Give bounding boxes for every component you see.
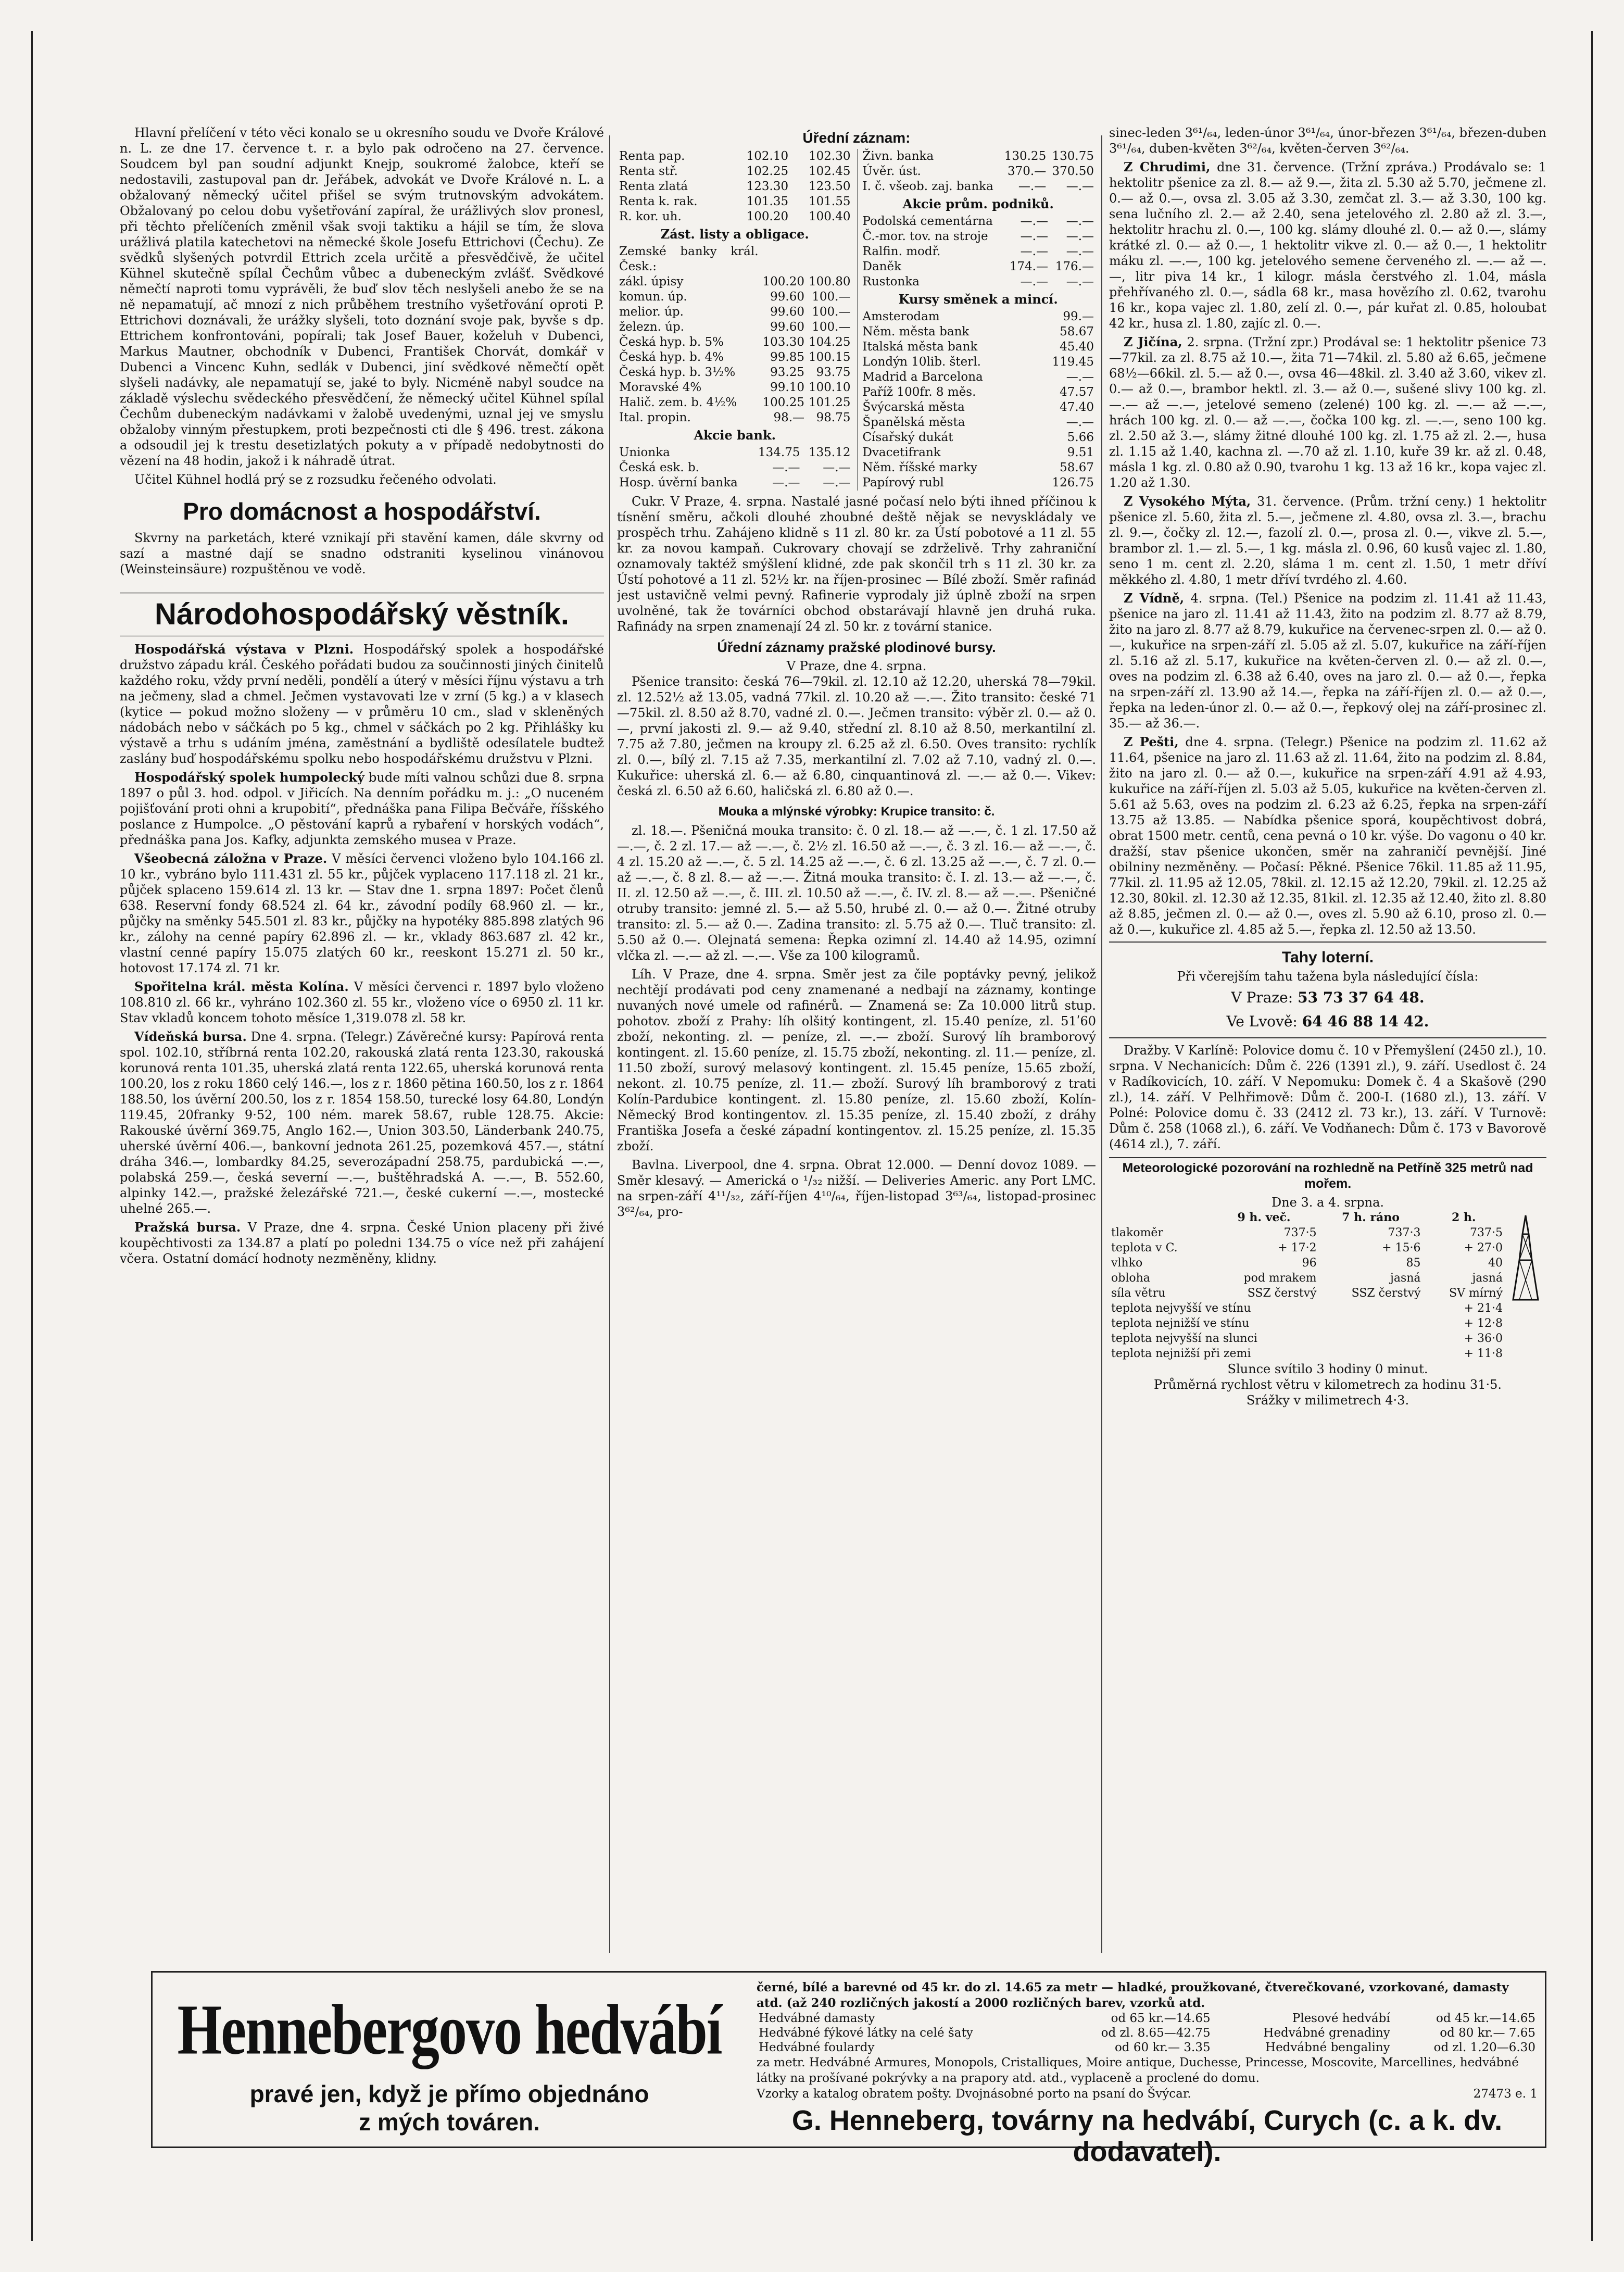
table-cell: od zl. 8.65—42.75 xyxy=(1101,2026,1211,2040)
table-cell: Česká esk. b. xyxy=(619,461,699,474)
table-cell: 100.15 xyxy=(809,350,851,364)
table-row xyxy=(617,445,853,460)
table-header-cell xyxy=(1109,1210,1209,1225)
table-section-heading: Akcie bank. xyxy=(694,428,776,443)
table-cell xyxy=(1028,340,1034,355)
table-cell: Císařský dukát xyxy=(862,431,953,444)
table-row xyxy=(861,340,1097,355)
table-row xyxy=(861,445,1097,460)
table-cell: —.— xyxy=(1020,275,1048,288)
table-cell: Papírový rubl xyxy=(862,476,944,489)
table-row xyxy=(617,290,853,305)
econ-item-title: Všeobecná záložna v Praze. xyxy=(134,851,328,866)
table-cell: Halič. zem. b. 4½% xyxy=(619,396,737,409)
table-row xyxy=(861,400,1097,415)
table-cell: Něm. říšské marky xyxy=(862,461,977,474)
ad-footer: G. Henneberg, továrny na hedvábí, Curych (c. a k. dv. dodavatel). xyxy=(791,2105,1503,2167)
table-header-cell: 9 h. več. xyxy=(1237,1211,1291,1224)
table-cell: + 17·2 xyxy=(1278,1241,1317,1254)
ad-fabrics: za metr. Hedvábné Armures, Monopols, Cristalliques, Moire antique, Duchesse, Princesse, Moscovite, Marcellines, hedvábné látky na prošívané pokrývky a na prapory atd. atd., vyplaceně a proclené do domu. xyxy=(757,2056,1519,2085)
market-report: Z Vysokého Mýta, 31. července. (Prům. tržní ceny.) 1 hektolitr pšenice zl. 5.60, žita zl. 5.—, ječmene zl. 4.80, ovsa zl. 3.—, brachu zl. 9.—, čočky zl. 12.—, fazolí zl. 0.—, prosa zl. 0.—, vikve zl. 5.—, brambor zl. 1.— zl. 5.—, 1 kg. másla zl. 0.96, 60 kusů vajec zl. 1.80, seno 1 m. cent zl. 2.20, sláma 1 m. cent zl. 1.50, 1 metr dříví měkkého zl. 4.80, 1 metr dříví tvrdého zl. 4.60. xyxy=(1109,494,1546,587)
ad-samples-row xyxy=(757,2086,1538,2102)
table-row xyxy=(617,274,853,290)
table-row xyxy=(861,214,1097,229)
table-cell: od zl. 1.20—6.30 xyxy=(1433,2041,1535,2054)
table-cell: od 65 kr.—14.65 xyxy=(1111,2012,1211,2025)
table-cell: 93.25 xyxy=(770,366,805,379)
econ-item: Všeobecná záložna v Praze. V měsíci červenci vloženo bylo 104.166 zl. 10 kr., vybráno bylo 111.431 zl. 55 kr., půjček vyplaceno 117.118 zl. 21 kr., půjček splaceno 159.614 zl. 13 kr. — Stav dne 1. srpna 1897: Počet členů 638. Reservní fondy 68.524 zl. 64 kr., závodní podíly 68.960 zl. — kr., půjčky na směnky 545.501 zl. 83 kr., půjčky na hypotéky 885.898 zlatých 96 kr., zálohy na cenné papíry 62.896 zl. — kr., vklady 863.687 zl. 42 kr., vlastní cenné papíry 15.075 zlatých 60 kr., reeskont 15.271 zl. 50 kr., hotovost 17.174 zl. 71 kr. xyxy=(120,851,604,975)
table-cell: 135.12 xyxy=(809,446,851,459)
table-row xyxy=(1109,1286,1505,1301)
table-cell: Hosp. úvěrní banka xyxy=(619,476,738,489)
table-cell: melior. úp. xyxy=(619,305,684,319)
table-row xyxy=(617,380,853,395)
ad-intro: černé, bílé a barevné od 45 kr. do zl. 14.65 za metr — hladké, proužkované, čtverečkované, vzorkované, damasty atd. (až 240 rozličných jakostí a 2000 rozličných barev, vzorků atd. xyxy=(757,1980,1509,2010)
trial-report: Hlavní přelíčení v této věci konalo se u okresního soudu ve Dvoře Králové n. L. ze dne 17. července t. r. a bylo pak odročeno na 27. července. Soudcem byl pan soudní adjunkt Knejp, soukromé žalobce, kteří se nedostavili, zastupoval pan dr. Jeřábek, advokát ve Dvoře Králové n. L. a obžalovaný německý učitel přišel se svým trutnovským advokátem. Obžalovaný po celou dobu vyšetřování zapíral, že urážlivých slov pronesl, při těchto přelíčeních změnil však svoji taktiku a hájil se tím, že slova urážlivá platila katechetovi na německé škole Josefu Ettrichovi (Čechu). Ze svědků slyšených potvrdil Ettrich zcela určitě a přesvědčivě, že učitel Kühnel skutečně spílal Čechům vůbec a dubeneckým zvlášť. Svědkové němečtí naproti tomu vyprávěli, že buď slov těch neslyšeli anebo že se na ně nepamatují, ač mnozí z nich průběhem trestního vyšetřování oproti P. Ettrichovi doznávali, že urážky slyšeli, toto doznání svoje pak, byvše s dp. Ettrichem konfrontováni, popírali; tak Josef Bauer, koželuh v Dubenci, Markus Mautner, obchodník v Dubenci, František Chorvát, domkář v Dubenci a Vincenc Kuhn, sedlák v Dubenci, jiní svědkové němečtí opět slyšeli nadávky, ale nepamatují se, jaké to byly. Nicméně nabyl soudce na základě výslechu svědeckého přesvědčení, že německý učitel Kühnel spílal Čechům dubeneckým nadávkami v žalobě uvedenými, uznal jej ve smyslu obžaloby vinným přestupkem, proti bezpečnosti cti dle § 496. trest. zákona a odsoudil jej k trestu desetizlatých pokuty a v případě nedobytnosti do vězení na 48 hodin, jakož i k náhradě útrat. xyxy=(120,125,604,468)
table-cell: 96 xyxy=(1302,1257,1317,1270)
table-cell: Londýn 10lib. šterl. xyxy=(862,355,981,369)
table-cell: R. kor. uh. xyxy=(619,210,682,223)
ad-tagline: pravé jen, když je přímo objednáno xyxy=(249,2080,649,2107)
table-row xyxy=(1109,1256,1505,1271)
table-cell: 99.60 xyxy=(770,305,805,319)
table-cell: 93.75 xyxy=(816,366,851,379)
home-tip: Skvrny na parketách, které vznikají při stavění kamen, dále skvrny od sazí a mastné dají se snadno odstraniti kyselinou vinánovou (Weinsteinsäure) rozpuštěnou ve vodě. xyxy=(120,531,604,576)
table-cell: Něm. města bank xyxy=(862,325,970,338)
table-cell: 126.75 xyxy=(1052,476,1094,489)
table-row xyxy=(1109,1301,1505,1316)
table-row xyxy=(617,395,853,410)
table-cell: jasná xyxy=(1390,1272,1421,1285)
table-cell: 5.66 xyxy=(1067,431,1094,444)
ad-brand: Hennebergovo hedvábí xyxy=(177,1990,722,2069)
table-cell: obloha xyxy=(1111,1272,1150,1285)
table-cell: síla větru xyxy=(1111,1287,1166,1300)
table-row xyxy=(861,460,1097,475)
ad-details xyxy=(757,1980,1538,2167)
table-cell: —.— xyxy=(823,476,851,489)
flour-body: zl. 18.—. Pšeničná mouka transito: č. 0 zl. 18.— až —.—, č. 1 zl. 17.50 až —.—, č. 2 zl. 17.— až —.—, č. 2½ zl. 16.50 až —.—, č. 3 zl. 16.— až —.—, č. 4 zl. 15.20 až —.—, č. 5 zl. 14.25 až —.—, č. 6 zl. 13.25 až —.—, č. 7 zl. 0.— až —.—, č. 8 zl. 8.— až —.—. Žitná mouka transito: č. I. zl. 13.— až —.—, č. II. zl. 12.50 až —.—, č. III. zl. 10.50 až —.—, č. IV. zl. 8.— až —.—. Pšeničné otruby transito: jemné zl. 5.— až 5.50, hrubé zl. 0.— až 0.—. Žitné otruby transito: zl. 5.— až 0.—. Zadina transito: zl. 5.75 až 0.—. Tluč transito: zl. 5.50 až 0.—. Olejnatá semena: Řepka ozimní zl. 14.40 až 14.95, ozimní vlčka zl. —.— až zl. —.—. Vše za 100 kilogramů. xyxy=(617,823,1096,963)
table-cell: Renta k. rak. xyxy=(619,195,698,208)
table-cell: —.— xyxy=(1066,215,1094,228)
table-cell: 123.30 xyxy=(746,180,789,193)
table-cell xyxy=(1028,430,1034,445)
cotton-report: Bavlna. Liverpool, dne 4. srpna. Obrat 12.000. — Denní dovoz 1089. — Směr klesavý. — Americká o ¹/₃₂ nižší. — Deliveries Americ. any Port LMC. na srpen-září 4¹¹/₃₂, září-říjen 4¹⁰/₆₄, říjen-listopad 3⁶³/₆₄, listopad-prosinec 3⁶²/₆₄, pro- xyxy=(617,1158,1096,1219)
table-cell: teplota v C. xyxy=(1111,1241,1178,1254)
table-row xyxy=(861,385,1097,400)
column-rule xyxy=(1101,135,1102,1953)
table-cell: Podolská cementárna xyxy=(862,215,993,228)
table-cell: teplota nejnižší při zemi xyxy=(1111,1347,1251,1360)
table-cell: 737·5 xyxy=(1283,1226,1317,1239)
grain-exchange-title: Úřední záznamy pražské plodinové bursy. xyxy=(717,639,996,655)
table-cell: Renta pap. xyxy=(619,149,685,163)
table-cell: 100.— xyxy=(812,305,851,319)
table-cell: —.— xyxy=(772,476,800,489)
table-cell: 119.45 xyxy=(1052,355,1094,369)
table-cell xyxy=(1028,415,1034,430)
table-cell: 370.50 xyxy=(1052,165,1094,178)
petrin-tower-image xyxy=(1505,1213,1546,1302)
table-row xyxy=(861,244,1097,259)
table-cell: 58.67 xyxy=(1060,461,1094,474)
meteo-wind: Průměrná rychlost větru v kilometrech za hodinu 31·5. xyxy=(1154,1377,1502,1392)
table-cell: 737·5 xyxy=(1470,1226,1503,1239)
table-row xyxy=(861,229,1097,244)
table-cell: 130.75 xyxy=(1052,149,1094,163)
table-cell: 85 xyxy=(1406,1257,1421,1270)
table-row xyxy=(861,430,1097,445)
grain-exchange-body: Pšenice transito: česká 76—79kil. zl. 12.10 až 12.20, uherská 78—79kil. zl. 12.52½ až 13.05, vadná 77kil. zl. 10.20 až —.—. Žito transito: české 71—75kil. zl. 8.50 až 8.70, vadné zl. 0.—. Ječmen transito: výběr zl. 0.— až 0.—, první jakosti zl. 9.— až 9.40, střední zl. 8.10 až 8.50, merkantilní zl. 7.75 až 7.80, ječmen na kroupy zl. 6.25 až zl. 6.50. Oves transito: rychlík zl. 0.—, bílý zl. 7.15 až 7.35, merkantilní zl. 7.02 až 7.10, vadný zl. 0.—. Kukuřice: uherská zl. 6.— až 6.80, cinquantinová zl. —.— až 0.—. Vikev: česká zl. 6.50 až 6.60, haličská zl. 6.80 až 0.—. xyxy=(617,674,1096,798)
table-row xyxy=(617,350,853,365)
table-cell: —.— xyxy=(1066,275,1094,288)
table-cell: 130.25 xyxy=(1004,149,1047,163)
lottery-title: Tahy loterní. xyxy=(1281,949,1374,966)
table-cell: + 15·6 xyxy=(1382,1241,1421,1254)
table-cell: teplota nejvyšší na slunci xyxy=(1111,1332,1257,1345)
table-cell: 58.67 xyxy=(1060,325,1094,338)
table-cell: Švýcarská města xyxy=(862,400,965,414)
table-cell: + 11·8 xyxy=(1464,1347,1503,1360)
auctions: Dražby. V Karlíně: Polovice domu č. 10 v Přemyšlení (2450 zl.), 10. srpna. V Nechanicích: Dům č. 226 (1391 zl.), 9. září. Usedlost č. 24 v Radíkovicích, 10. září. V Nepomuku: Domek č. 4 a Skašově (290 zl.), 14. září. V Pelhřimově: Dům č. 200-I. (1680 zl.), 13. září. V Polné: Polovice domu č. 33 (2412 zl. 73 kr.), 13. září. V Turnově: Dům č. 258 (1068 zl.), 6. září. Ve Vodňanech: Dům č. 173 v Bavorově (4614 zl.), 7. září. xyxy=(1109,1043,1546,1151)
table-row xyxy=(861,179,1097,194)
table-section-heading: Kursy směnek a mincí. xyxy=(898,292,1058,307)
table-cell: 9.51 xyxy=(1067,446,1094,459)
table-cell: Ralfin. modř. xyxy=(862,245,941,258)
table-cell: —.— xyxy=(772,461,800,474)
table-row xyxy=(1109,1316,1505,1331)
table-row xyxy=(861,355,1097,370)
flour-title: Mouka a mlýnské výrobky: Krupice transito: č. xyxy=(718,805,995,819)
table-cell: SV mírný xyxy=(1449,1287,1503,1300)
table-row xyxy=(1109,1346,1505,1361)
table-cell: 100.— xyxy=(812,320,851,334)
lottery-box xyxy=(1109,942,1546,1038)
table-cell: 102.10 xyxy=(746,149,789,163)
bank-shares-table xyxy=(617,445,853,491)
table-cell: 100.— xyxy=(812,290,851,304)
market-report: Z Jičína, 2. srpna. (Tržní zpr.) Prodával se: 1 hektolitr pšenice 73—77kil. za zl. 8.75 až 10.—, žita 71—74kil. zl. 5.80 až 6.65, ječmene 68½—66kil. zl. 5.— až 0.—, ovsa 46—48kil. zl. 3.40 až 3.60, vikev zl. 0.— až 0.—, brambor hektl. zl. 3.— až 0.—, sušené slivy 100 kg. zl. —.— až —.—, jetelové semeno (zelené) 100 kg. zl. —.— až —.—, hrách 100 kg. zl. 0.— až —.—, čočka 100 kg. zl. —.—, seno 100 kg. zl. 2.50 až 3.—, slámy žitné dlouhé 100 kg. zl. 1.75 až zl. 2.—, husa zl. 1.15 až 1.40, kachna zl. —.70 až zl. 1.10, kuře 39 kr. až zl. 0.48, másla 1 kg. zl. 0.80 až 0.90, tvarohu 1 kg. 13 až 16 kr., kopa vajec zl. 1.20 až 1.30. xyxy=(1109,334,1546,490)
bonds-table xyxy=(617,244,853,425)
table-cell: tlakoměr xyxy=(1111,1226,1163,1239)
meteo-block xyxy=(1109,1210,1546,1361)
table-cell: 100.25 xyxy=(762,396,805,409)
table-cell: od 80 kr.— 7.65 xyxy=(1440,2026,1535,2040)
table-cell: 47.40 xyxy=(1060,400,1094,414)
table-cell: —.— xyxy=(1066,370,1094,384)
econ-item: Spořitelna král. města Kolína. V měsíci červenci r. 1897 bylo vloženo 108.810 zl. 66 kr., vyhráno 102.360 zl. 55 kr., vloženo více o 6950 zl. 11 kr. Stav vkladů koncem tohoto měsíce 1,319.078 zl. 58 kr. xyxy=(120,979,604,1025)
market-report: Z Pešti, dne 4. srpna. (Telegr.) Pšenice na podzim zl. 11.62 až 11.64, pšenice na jaro zl. 11.63 až zl. 11.64, žito na podzim zl. 8.84, žito na jaro zl. 0.— až 0.—, kukuřice na srpen-září 4.91 až 4.93, kukuřice na září-říjen zl. 5.03 až 5.05, kukuřice na květen-červen zl. 5.61 až 5.63, oves na podzim zl. 6.23 až 6.25, řepka na srpen-září 13.75 až 13.85. — Nabídka pšenice sporá, koupěchtivost dobrá, obrat 1500 metr. centů, cena pevná o 10 kr. výše. Do vagonu o 40 kr. dražší, stav pšenice ukončen, směr na zahraničí pevnější. Jiné obilniny nezměněny. — Počasí: Pěkné. Pšenice 76kil. 11.85 až 11.95, 77kil. zl. 11.95 až 12.05, 78kil. zl. 12.15 až 12.20, 79kil. zl. 12.25 až 12.30, 80kil. zl. 12.30 až 12.35, 81kil. zl. 12.35 až 12.40, žito zl. 8.80 až 8.85, ječmen zl. 0.— až 0.—, oves zl. 5.90 až 6.10, proso zl. 0.— až 0.—, kukuřice zl. 4.85 až 5.—, řepka zl. 12.50 až 13.50. xyxy=(1109,734,1546,937)
table-row xyxy=(617,244,853,274)
table-row xyxy=(617,320,853,335)
table-cell: Dvacetifrank xyxy=(862,446,941,459)
econ-item: Vídeňská bursa. Dne 4. srpna. (Telegr.) Závěrečné kursy: Papírová renta spol. 102.10, stříbrná renta 102.20, rakouská zlatá renta 123.30, rakouská korunová renta 101.35, uherská zlatá renta 122.65, uherská korunová renta 100.20, los z roku 1860 celý 146.—, los z r. 1860 pětina 160.50, los z r. 1864 188.50, los úvěrní 200.50, los z r. 1854 158.50, turecké losy 64.80, Londýn 119.45, 20franky 9·52, 100 ném. marek 58.67, ruble 128.75. Akcie: Rakouské úvěrní 369.75, Anglo 162.—, Union 303.50, Länderbank 240.75, uherské úvěrní 406.—, bankovní jednota 261.25, pozemková 457.—, státní dráha 346.—, lombardky 84.25, severozápadní 258.75, pardubická —.—, polabská 259.—, česká severní —.—, buštěhradská A. —.—, B. 552.60, alpinky 142.—, pražské železářské 721.—, české cukerní —.—, mostecké uhelné 265.—. xyxy=(120,1029,604,1216)
spirit-report: Líh. V Praze, dne 4. srpna. Směr jest za čile poptávky pevný, jelikož nechtějí prodávati pod ceny znamenané a nedbají na záznamy, kontinge nuvaných nové umele od rafinérů. — Znamená se: Za 10.000 litrů stup. pohotov. zboží z Prahy: líh olšitý kontingent, zl. 15.40 peníze, zl. 51ʹ60 zboží, nekonting. zl. — peníze, zl. —.— zboží. Surový líh bramborový kontingent. zl. 15.60 peníze, zl. 15.75 zboží, nekonting. zl. 11.— peníze, zl. 11.50 zboží, surový melasový kontingent. zl. 15.45 peníze, 15.65 zboží, nekont. zl. 10.75 peníze, zl. 11.— zboží. Surový líh bramborový z trati Kolín-Pardubice kontingent. zl. 15.80 peníze, zl. 15.60 zboží, Kolín-Německý Brod kontingentov. zl. 15.35 peníze, zl. 15.40 zboží, z dráhy Františka Josefa a české západní kontingentov. zl. 15.25 peníze, zl. 15.35 zboží. xyxy=(617,967,1096,1153)
rentals-table xyxy=(617,149,853,224)
table-header-cell: 2 h. xyxy=(1451,1211,1476,1224)
table-cell xyxy=(1028,324,1034,340)
table-cell: 101.25 xyxy=(809,396,851,409)
table-cell: Daněk xyxy=(862,260,902,273)
table-row xyxy=(861,324,1097,340)
table-cell: 99.85 xyxy=(770,350,805,364)
table-cell: jasná xyxy=(1472,1272,1503,1285)
econ-item-title: Pražská bursa. xyxy=(134,1220,241,1235)
table-cell: Zemské banky král. Česk.: xyxy=(619,245,759,273)
table-row xyxy=(861,415,1097,430)
table-cell: 103.30 xyxy=(762,335,805,349)
table-cell: Španělská města xyxy=(862,416,965,429)
lottery-lvov: Ve Lvově: 64 46 88 14 42. xyxy=(1226,1013,1429,1030)
table-cell xyxy=(1028,370,1034,385)
exchange-right xyxy=(857,149,1097,491)
table-cell: 45.40 xyxy=(1060,340,1094,354)
econ-item-title: Spořitelna král. města Kolína. xyxy=(134,979,349,994)
market-report: Z Vídně, 4. srpna. (Tel.) Pšenice na podzim zl. 11.41 až 11.43, pšenice na jaro zl. 11.41 až 11.43, žito na podzim zl. 8.77 až 8.79, žito na jaro zl. 8.77 až 8.79, kukuřice na červenec-srpen zl. 0.— až 0.—, kukuřice na srpen-září zl. 5.05 až zl. 5.07, kukuřice na září-říjen zl. 5.16 až zl. 5.17, kukuřice na květen-červen zl. 0.— až zl. 0.—, oves na podzim zl. 6.38 až 6.40, oves na jaro zl. 0.— až 0.—, řepka na srpen-září zl. 13.90 až 14.—, řepka na září-říjen zl. 0.— až 0.—, řepka na leden-únor zl. 0.— až 0.—, řepkový olej na září-prosinec zl. 35.— až 36.—. xyxy=(1109,591,1546,731)
table-row xyxy=(617,335,853,350)
table-cell: 100.20 xyxy=(762,275,805,288)
table-cell: od 60 kr.— 3.35 xyxy=(1114,2041,1211,2054)
table-cell xyxy=(1028,460,1034,475)
table-cell: SSZ čerstvý xyxy=(1247,1287,1317,1300)
table-row xyxy=(1109,1271,1505,1286)
table-cell: —.— xyxy=(1020,245,1048,258)
lottery-praha: V Praze: 53 73 37 64 48. xyxy=(1231,989,1425,1006)
bank-table xyxy=(861,149,1097,194)
table-cell: 100.40 xyxy=(809,210,851,223)
table-cell: I. č. všeob. zaj. banka xyxy=(862,180,993,193)
table-cell: —.— xyxy=(1066,416,1094,429)
table-row xyxy=(861,274,1097,290)
ad-tagline: z mých továren. xyxy=(359,2108,540,2136)
table-row xyxy=(617,209,853,224)
sugar-report: Cukr. V Praze, 4. srpna. Nastalé jasné počasí nelo býti ihned příčinou k tísnění směru, ačkoli dlouhé zhoubné deště nějak se nevyskládaly ve prospěch trhu. Zahájeno klidně s 11 zl. 80 kr. za Ústí pobotové a 11 zl. 55 kr. za novou kampaň. Cukrovary chovají se zdrželivě. Trhy zahraniční oznamovaly taktéž smýšlení klidné, zde pak skončil trh s 11 zl. 30 kr. za Ústí pohotové a 11 zl. 52½ kr. na říjen-prosinec — Bílé zboží. Směr rafinád jest ustavičně velmi pevný. Rafinerie vyprodaly již úplně zboží na srpen uvolněné, tak že továrníci obchod obstarávají hlavně jen druhá ruka. Rafinády na srpen znamenají 24 zl. 50 kr. z tovární stanice. xyxy=(617,494,1096,634)
table-cell: pod mrakem xyxy=(1243,1272,1317,1285)
table-row xyxy=(617,475,853,491)
table-cell xyxy=(807,244,852,274)
economy-section-heading: Národohospodářský věstník. xyxy=(120,593,604,636)
henneberg-advertisement xyxy=(151,1971,1546,2167)
table-cell xyxy=(1028,309,1034,324)
table-cell: Renta zlatá xyxy=(619,180,688,193)
official-record-title: Úřední záznam: xyxy=(802,130,911,146)
grain-exchange-date: V Praze, dne 4. srpna. xyxy=(786,659,927,673)
table-row xyxy=(617,365,853,380)
econ-item-title: Hospodářský spolek humpolecký xyxy=(134,770,364,785)
econ-item-title: Vídeňská bursa. xyxy=(134,1029,247,1044)
table-row xyxy=(1109,1331,1505,1346)
table-cell: + 21·4 xyxy=(1464,1302,1503,1315)
table-row xyxy=(617,194,853,209)
table-section-heading: Akcie prům. podniků. xyxy=(902,196,1054,211)
cotton-continued: sinec-leden 3⁶¹/₆₄, leden-únor 3⁶¹/₆₄, únor-březen 3⁶¹/₆₄, březen-duben 3⁶¹/₆₄, duben-květen 3⁶²/₆₄, květen-červen 3⁶²/₆₄. xyxy=(1109,125,1546,156)
econ-item: Hospodářský spolek humpolecký bude míti valnou schůzi due 8. srpna 1897 o půl 3. hod. odpol. v Jiřicích. Na denním pořádku m. j.: „O nuceném pojišťování proti ohni a krupobití“, přednáška pana Filipa Bečváře, říšského poslance z Humpolce. „O pěstování kaprů a rybaření v horských vodách“, přednáška pana Jos. Kafky, adjunkta zemského musea v Praze. xyxy=(120,770,604,847)
table-row xyxy=(1109,1240,1505,1256)
table-cell: Hedvábné fýkové látky na celé šaty xyxy=(759,2026,973,2040)
market-report: Z Chrudimi, dne 31. července. (Tržní zpráva.) Prodávalo se: 1 hektolitr pšenice za zl. 8.— až 9.—, žita zl. 5.30 až 5.70, ječmene zl. 0.— až 0.—, ovsa zl. 3.05 až 3.30, zemčat zl. 3.— až 3.30, 100 kg. sena lučního zl. 2.— až 2.40, sena jetelového zl. 2.80 až zl. 3.—, hektolitr hrachu zl. 0.—, 100 kg. slámy dlouhé zl. 0.— až 0.—, slámy krátké zl. 0.— až 0.—, 1 hektolitr vikve zl. 0.— až 0.—, 1 hektolitr máku zl. —.—, 100 kg. jetelového semene červeného zl. —.— až —.—, litr piva 14 kr., 1 kilogr. másla čerstvého zl. 1.04, másla přehřívaného zl. 0.—, sádla 68 kr., masa hovězího zl. 0.62, tvarohu 16 kr., kopa vajec zl. 1.80, zelí zl. 0.—, pár kuřat zl. 0.85, holoubat 42 kr., husa zl. 1.80, zajíc zl. 0.—. xyxy=(1109,159,1546,331)
table-cell: 99.60 xyxy=(770,290,805,304)
table-cell: Renta stř. xyxy=(619,165,678,178)
table-cell: 100.20 xyxy=(746,210,789,223)
table-cell xyxy=(1028,355,1034,370)
table-cell xyxy=(761,244,807,274)
table-cell: Hedvábné damasty xyxy=(759,2012,875,2025)
table-cell: Česká hyp. b. 4% xyxy=(619,350,724,364)
lottery-intro: Při včerejším tahu tažena byla následující čísla: xyxy=(1177,969,1479,984)
ad-price-table xyxy=(757,2011,1538,2055)
table-cell: 98.75 xyxy=(816,411,851,424)
table-section-heading: Zást. listy a obligace. xyxy=(660,227,809,242)
table-row xyxy=(757,2040,1538,2055)
table-cell: Česká hyp. b. 5% xyxy=(619,335,724,349)
table-cell: Amsterodam xyxy=(862,310,940,323)
table-cell: 104.25 xyxy=(809,335,851,349)
table-cell: 98.— xyxy=(773,411,805,424)
table-cell: Ital. propin. xyxy=(619,411,691,424)
table-cell: vlhko xyxy=(1111,1257,1143,1270)
table-cell xyxy=(1028,400,1034,415)
table-cell: Madrid a Barcelona xyxy=(862,370,983,384)
exchange-tables xyxy=(617,149,1096,491)
table-cell: —.— xyxy=(1066,230,1094,243)
table-cell: Plesové hedvábí xyxy=(1292,2012,1390,2025)
table-row xyxy=(617,179,853,194)
table-cell: Italská města bank xyxy=(862,340,978,354)
table-cell: zákl. úpisy xyxy=(619,275,684,288)
table-cell: teplota nejnižší ve stínu xyxy=(1111,1317,1250,1330)
table-row xyxy=(757,2011,1538,2026)
meteo-rain: Srážky v milimetrech 4·3. xyxy=(1246,1393,1409,1408)
econ-item: Hospodářská výstava v Plzni. Hospodářský spolek a hospodářské družstvo západu král. Českého pořádati budou za součinnosti jiných činitelů každého roku, vždy první neděli, pondělí a úterý v měsíci říjnu výstavu a trh na ječmeny, slad a chmel. Ječmen vystavovati lze v zrní (5 kg.) a v klasech (kytice — pokud možno složeny — v průměru 10 cm., slad v skleněných nádobách nebo v sáčkách po 5 kg., chmel v sáčkách po 2 kg. Přihlášky ku výstavě a trhu s udáním jména, zaměstnání a bydliště odesílatele budtež zaslány buď hospodářskému spolku nebo hospodářskému družstvu v Plzni. xyxy=(120,642,604,766)
meteo-date: Dne 3. a 4. srpna. xyxy=(1271,1195,1384,1210)
table-cell: Č.-mor. tov. na stroje xyxy=(862,230,988,243)
home-section-heading: Pro domácnost a hospodářství. xyxy=(183,498,541,525)
table-cell: 101.35 xyxy=(746,195,789,208)
table-header-cell: 7 h. ráno xyxy=(1342,1211,1400,1224)
table-row xyxy=(617,305,853,320)
table-cell: komun. úp. xyxy=(619,290,687,304)
table-row xyxy=(617,460,853,475)
table-cell: 100.10 xyxy=(809,381,851,394)
meteo-extra-table xyxy=(1109,1301,1505,1361)
column-rule xyxy=(609,135,610,1953)
table-row xyxy=(861,370,1097,385)
table-cell: 102.25 xyxy=(746,165,789,178)
table-cell: 737·3 xyxy=(1388,1226,1421,1239)
table-cell: Hedvábné grenadiny xyxy=(1263,2026,1390,2040)
column-3 xyxy=(1109,125,1546,1963)
table-cell: od 45 kr.—14.65 xyxy=(1436,2012,1535,2025)
ad-samples: Vzorky a katalog obratem pošty. Dvojnásobné porto na psaní do Švýcar. xyxy=(757,2087,1191,2101)
table-row xyxy=(861,164,1097,179)
table-cell: —.— xyxy=(823,461,851,474)
table-row xyxy=(617,410,853,425)
table-row xyxy=(617,149,853,164)
ad-brand-block xyxy=(163,1983,736,2139)
table-cell: 40 xyxy=(1488,1257,1503,1270)
econ-item: Pražská bursa. V Praze, dne 4. srpna. České Union placeny při živé koupěchtivosti za 134.87 a platí po poledni 134.75 o více než při zahájení včera. Ostatní domácí hodnoty nezměněny, klidny. xyxy=(120,1220,604,1266)
table-row xyxy=(861,149,1097,164)
table-row xyxy=(757,2026,1538,2040)
table-cell: 47.57 xyxy=(1060,385,1094,399)
table-cell: 99.60 xyxy=(770,320,805,334)
table-cell: 99.— xyxy=(1063,310,1094,323)
column-1 xyxy=(120,125,604,1963)
table-cell: Česká hyp. b. 3½% xyxy=(619,366,736,379)
table-cell: —.— xyxy=(1066,245,1094,258)
table-cell: 134.75 xyxy=(758,446,800,459)
table-cell: —.— xyxy=(1066,180,1094,193)
table-row xyxy=(617,164,853,179)
column-2 xyxy=(617,125,1096,1963)
table-row xyxy=(861,259,1097,274)
table-row xyxy=(1109,1225,1505,1240)
currency-table xyxy=(861,309,1097,491)
table-cell: Živn. banka xyxy=(862,149,934,163)
table-cell xyxy=(1028,475,1034,491)
table-row xyxy=(861,475,1097,491)
table-cell: Rustonka xyxy=(862,275,920,288)
table-cell: 102.45 xyxy=(809,165,851,178)
table-cell: —.— xyxy=(1020,230,1048,243)
table-cell: + 27·0 xyxy=(1464,1241,1503,1254)
table-cell xyxy=(1028,445,1034,460)
table-cell: Hedvábné foulardy xyxy=(759,2041,875,2054)
table-row xyxy=(861,309,1097,324)
table-cell: železn. úp. xyxy=(619,320,685,334)
table-cell: 99.10 xyxy=(770,381,805,394)
table-cell: 101.55 xyxy=(809,195,851,208)
industry-table xyxy=(861,214,1097,290)
meteo-table xyxy=(1109,1210,1505,1301)
table-cell: Paříž 100fr. 8 měs. xyxy=(862,385,976,399)
table-cell: —.— xyxy=(1018,180,1047,193)
table-cell: 370.— xyxy=(1007,165,1047,178)
econ-item-title: Hospodářská výstava v Plzni. xyxy=(134,642,354,657)
table-cell: 123.50 xyxy=(809,180,851,193)
meteo-sun: Slunce svítilo 3 hodiny 0 minut. xyxy=(1227,1362,1428,1376)
table-cell: Úvěr. úst. xyxy=(862,165,921,178)
table-cell: Hedvábné bengaliny xyxy=(1265,2041,1390,2054)
table-cell: + 12·8 xyxy=(1464,1317,1503,1330)
table-cell: 174.— xyxy=(1009,260,1048,273)
table-cell: 100.80 xyxy=(809,275,851,288)
table-cell xyxy=(1028,385,1034,400)
trial-appeal: Učitel Kühnel hodlá prý se z rozsudku řečeného odvolati. xyxy=(134,472,497,487)
meteo-title: Meteorologické pozorování na rozhledně na Petříně 325 metrů nad mořem. xyxy=(1109,1157,1546,1191)
table-cell: SSZ čerstvý xyxy=(1351,1287,1421,1300)
table-cell: 102.30 xyxy=(809,149,851,163)
table-cell: —.— xyxy=(1020,215,1048,228)
table-cell: Moravské 4% xyxy=(619,381,702,394)
ad-reference: 27473 e. 1 xyxy=(1473,2087,1538,2101)
table-cell: 176.— xyxy=(1055,260,1094,273)
exchange-left xyxy=(617,149,853,491)
table-cell: Unionka xyxy=(619,446,670,459)
table-cell: teplota nejvyšší ve stínu xyxy=(1111,1302,1251,1315)
table-cell: + 36·0 xyxy=(1464,1332,1503,1345)
